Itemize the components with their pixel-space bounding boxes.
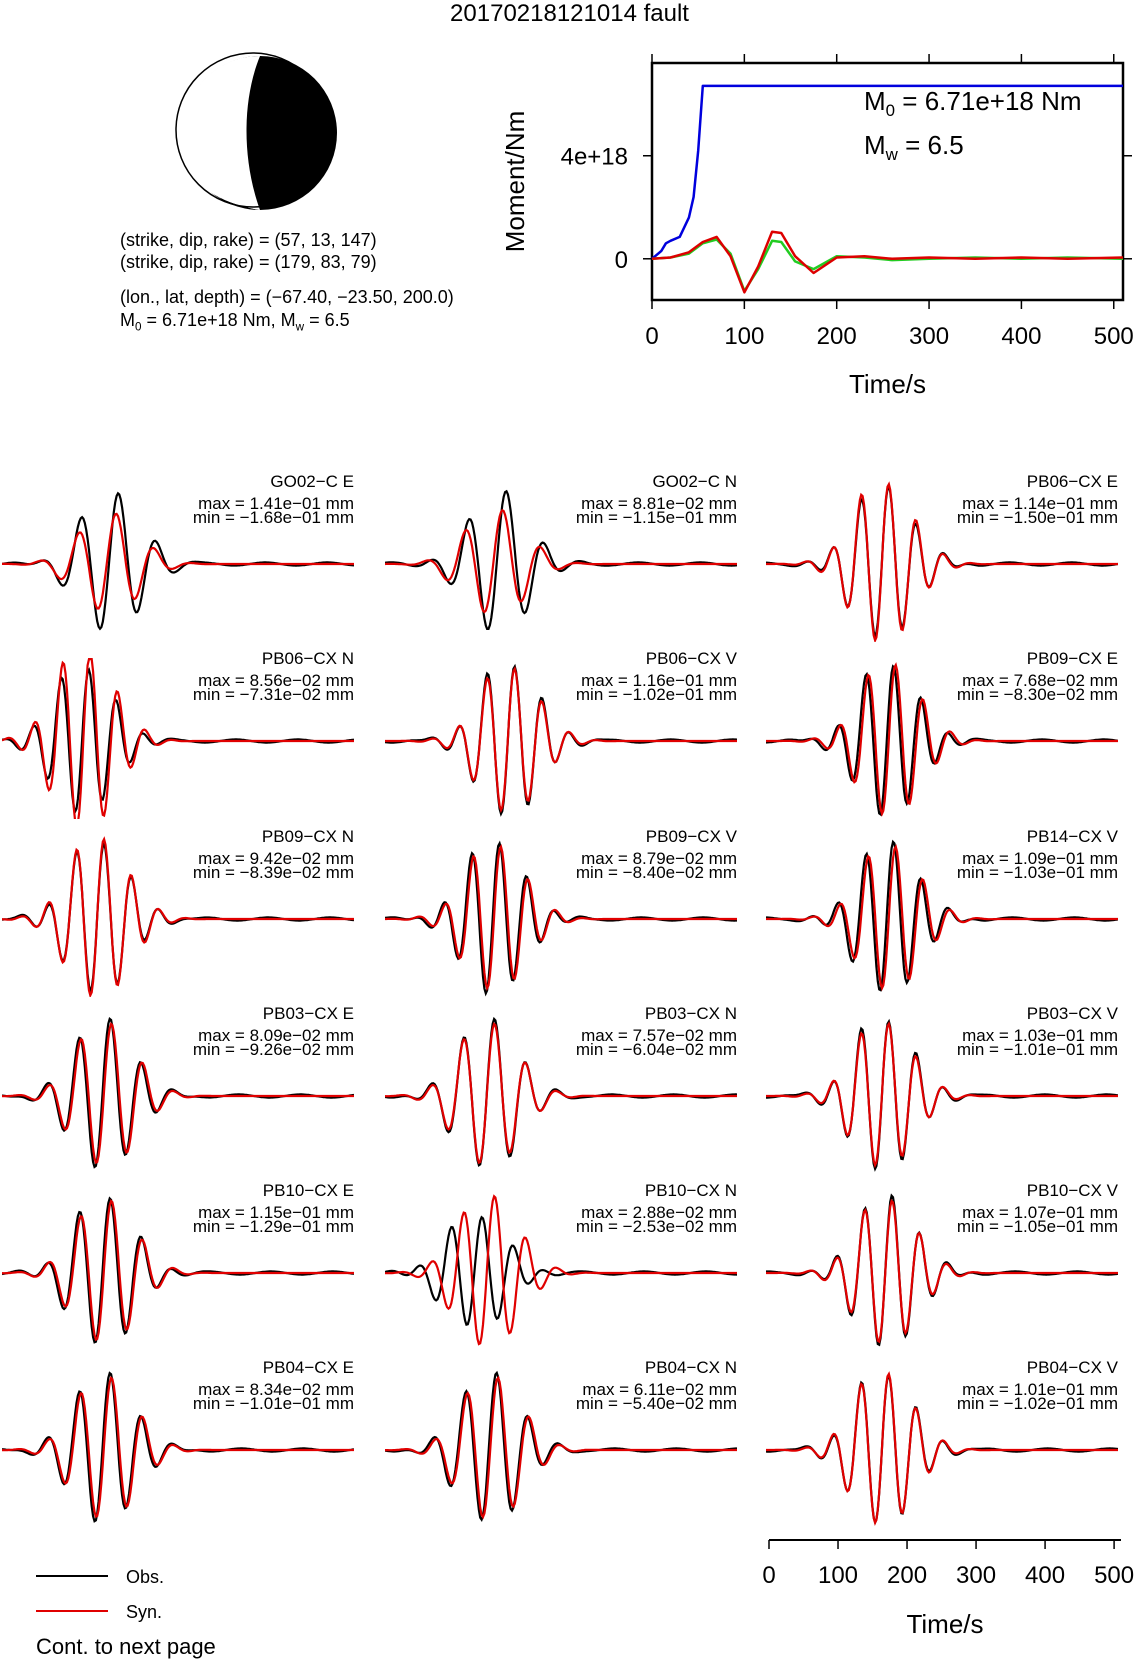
max-label: max = 1.41e−01 mm [198, 494, 354, 513]
time-tick-label: 100 [817, 1562, 859, 1589]
legend-obs-label: Obs. [126, 1567, 165, 1587]
station-label: PB10−CX N [644, 1181, 737, 1200]
station-label: PB09−CX N [261, 827, 354, 846]
min-label: min = −1.01e−01 mm [956, 1040, 1118, 1059]
strike-dip-rake-2: (strike, dip, rake) = (179, 83, 79) [120, 252, 377, 272]
min-label: min = −1.50e−01 mm [956, 508, 1118, 527]
station-label: PB09−CX E [1026, 649, 1118, 668]
time-tick-label: 200 [887, 1562, 928, 1589]
synthetic-waveform [2, 514, 354, 609]
min-label: min = −1.02e−01 mm [956, 1394, 1118, 1413]
waveform-panel [2, 1181, 358, 1351]
min-label: min = −1.68e−01 mm [192, 508, 354, 527]
max-label: max = 6.11e−02 mm [582, 1380, 737, 1399]
max-label: max = 1.09e−01 mm [962, 849, 1118, 868]
x-tick-label: 0 [645, 323, 659, 350]
station-label: PB04−CX N [644, 1358, 737, 1377]
waveform-panel [385, 472, 741, 642]
max-label: max = 2.88e−02 mm [581, 1203, 737, 1222]
min-label: min = −6.04e−02 mm [575, 1040, 737, 1059]
x-tick-label: 500 [1093, 323, 1134, 350]
station-label: PB04−CX V [1026, 1358, 1118, 1377]
moment-magnitude-line: $M_0 = 6.71e+18$ Nm, $M_w = 6.5$ [120, 310, 350, 334]
station-label: GO02−C N [652, 472, 737, 491]
max-label: max = 1.16e−01 mm [581, 671, 737, 690]
station-label: PB03−CX N [644, 1004, 737, 1023]
waveform-panel [766, 1358, 1122, 1528]
station-label: PB10−CX V [1026, 1181, 1118, 1200]
y-tick-label: 0 [614, 246, 628, 274]
min-label: min = −1.02e−01 mm [575, 685, 737, 704]
station-label: PB03−CX V [1026, 1004, 1118, 1023]
min-label: min = −8.40e−02 mm [575, 863, 737, 882]
y-tick-label: 4e+18 [560, 143, 628, 171]
waveform-panel [385, 827, 741, 997]
max-label: max = 9.42e−02 mm [198, 849, 354, 868]
continue-note: Cont. to next page [36, 1634, 216, 1659]
x-tick-label: 200 [816, 323, 857, 350]
min-label: min = −5.40e−02 mm [575, 1394, 737, 1413]
moment-rate-red [652, 232, 1123, 293]
waveform-panel [2, 649, 358, 819]
station-label: PB14−CX V [1026, 827, 1118, 846]
lon-lat-depth: (lon., lat, depth) = (−67.40, −23.50, 200.0) [120, 287, 454, 307]
waveform-panel [2, 827, 358, 997]
waveform-panel [385, 649, 741, 819]
max-label: max = 1.07e−01 mm [962, 1203, 1118, 1222]
waveform-panel [766, 827, 1122, 997]
max-label: max = 8.79e−02 mm [581, 849, 737, 868]
strike-dip-rake-1: (strike, dip, rake) = (57, 13, 147) [120, 230, 377, 250]
waveform-panel [766, 649, 1122, 819]
x-tick-label: 100 [724, 323, 765, 350]
waveform-panel [766, 472, 1122, 642]
min-label: min = −1.03e−01 mm [956, 863, 1118, 882]
x-tick-label: 300 [909, 323, 950, 350]
x-axis-label: Time/s [848, 369, 927, 399]
max-label: max = 1.03e−01 mm [962, 1026, 1118, 1045]
station-label: GO02−C E [270, 472, 354, 491]
x-tick-label: 400 [1001, 323, 1042, 350]
max-label: max = 1.15e−01 mm [198, 1203, 354, 1222]
waveform-panel [2, 1004, 358, 1174]
max-label: max = 8.81e−02 mm [581, 494, 737, 513]
time-tick-label: 300 [956, 1562, 997, 1589]
min-label: min = −8.30e−02 mm [956, 685, 1118, 704]
waveform-panel [766, 1004, 1122, 1174]
station-label: PB10−CX E [262, 1181, 354, 1200]
station-label: PB03−CX E [262, 1004, 354, 1023]
min-label: min = −1.29e−01 mm [192, 1217, 354, 1236]
min-label: min = −1.05e−01 mm [956, 1217, 1118, 1236]
min-label: min = −2.53e−02 mm [575, 1217, 737, 1236]
waveform-panel [766, 1181, 1122, 1351]
waveform-panel [385, 1004, 741, 1174]
waveform-panel [2, 1358, 358, 1528]
min-label: min = −1.01e−01 mm [192, 1394, 354, 1413]
waveform-panel [2, 472, 358, 642]
max-label: max = 1.01e−01 mm [962, 1380, 1118, 1399]
m0-annotation: $M_0 = 6.71e+18$ Nm [864, 86, 1082, 121]
page-title: 20170218121014 fault [450, 0, 689, 27]
y-axis-label: Moment/Nm [500, 110, 530, 253]
time-axis-label: Time/s [906, 1609, 984, 1639]
max-label: max = 1.14e−01 mm [962, 494, 1118, 513]
moment-chart [0, 0, 1139, 420]
station-label: PB06−CX V [645, 649, 737, 668]
max-label: max = 8.34e−02 mm [198, 1380, 354, 1399]
station-label: PB09−CX V [645, 827, 737, 846]
max-label: max = 7.68e−02 mm [962, 671, 1118, 690]
station-label: PB06−CX E [1026, 472, 1118, 491]
station-label: PB04−CX E [262, 1358, 354, 1377]
time-tick-label: 0 [762, 1562, 776, 1589]
moment-annotation [864, 84, 1082, 172]
min-label: min = −1.15e−01 mm [575, 508, 737, 527]
max-label: max = 7.57e−02 mm [581, 1026, 737, 1045]
mw-annotation: $M_w = 6.5$ [864, 130, 964, 165]
min-label: min = −7.31e−02 mm [192, 685, 354, 704]
legend-lines [36, 1565, 116, 1625]
waveform-panel [385, 1358, 741, 1528]
time-tick-label: 500 [1094, 1562, 1135, 1589]
min-label: min = −8.39e−02 mm [192, 863, 354, 882]
waveform-panel [385, 1181, 741, 1351]
legend-syn-label: Syn. [126, 1602, 163, 1622]
max-label: max = 8.56e−02 mm [198, 671, 354, 690]
station-label: PB06−CX N [261, 649, 354, 668]
min-label: min = −9.26e−02 mm [192, 1040, 354, 1059]
max-label: max = 8.09e−02 mm [198, 1026, 354, 1045]
time-tick-label: 400 [1025, 1562, 1066, 1589]
